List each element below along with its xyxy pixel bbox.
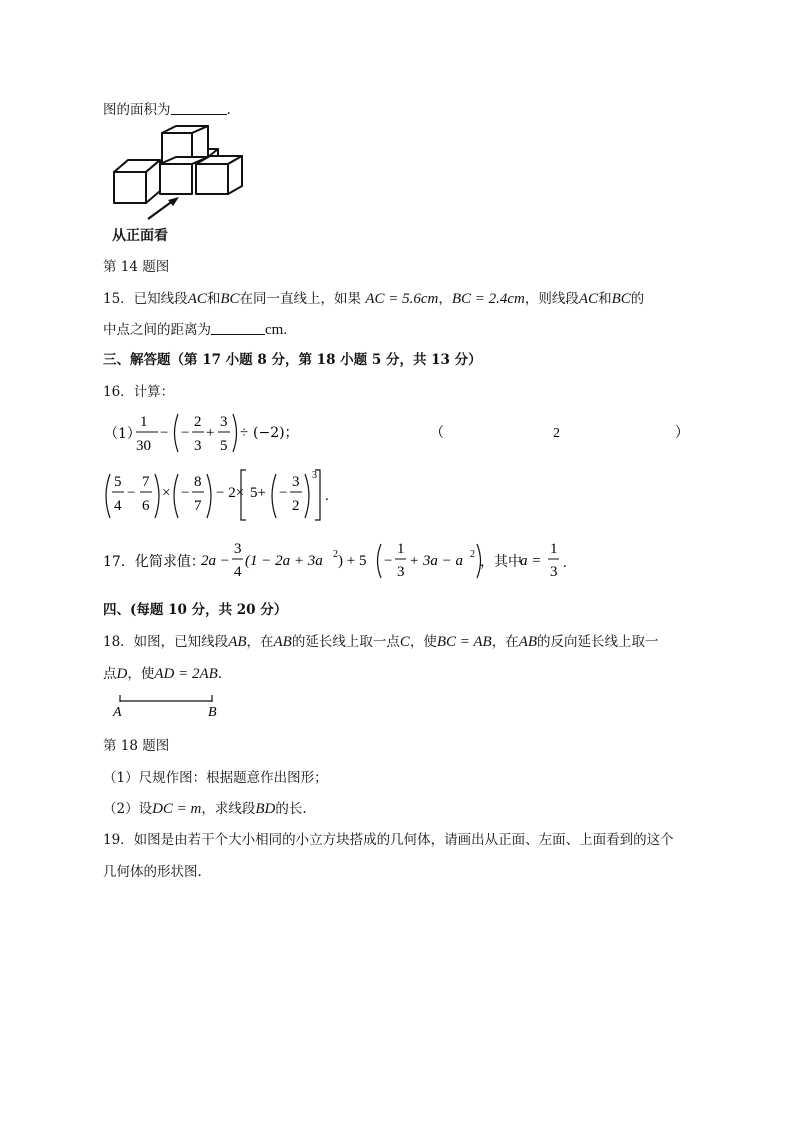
q15-text: 中点之间的距离为 (103, 322, 211, 338)
q17-f1-num: 3 (234, 541, 242, 557)
q15-seg-ac: AC (578, 291, 599, 307)
q16-p2-close: ） (675, 425, 689, 441)
minus-sign: − (181, 425, 190, 441)
q18-line2 (103, 662, 222, 683)
section4-heading: 四、(每题 10 分，共 20 分） (103, 602, 288, 618)
q18-sub2 (103, 797, 307, 818)
point-a-label: A (113, 705, 122, 720)
q14-answer-blank[interactable] (171, 102, 227, 115)
minus-sign: − (279, 485, 288, 501)
p2-frac1-den: 4 (114, 498, 122, 514)
q18-text: ，使 (127, 666, 155, 682)
q18-text: 点 (103, 666, 117, 682)
p2-frac2-den: 6 (142, 498, 150, 514)
q16-p2-open: （ (430, 425, 444, 441)
paren-right (305, 474, 309, 518)
q15-eq1: AC = 5.6cm (365, 291, 439, 307)
p2-five: 5+ (250, 485, 266, 501)
q18-text: （2）设 (103, 801, 153, 817)
paren-left (378, 544, 382, 578)
q15-comma: ， (438, 291, 452, 307)
minus-sign: − (127, 485, 136, 501)
q18-text: ，在 (246, 634, 274, 650)
q15-eq2: BC = 2.4cm (451, 291, 525, 307)
q17-where: ，其中 (480, 554, 522, 570)
p2-mid: − 2× (216, 485, 245, 501)
p1-frac3-den: 5 (220, 438, 228, 454)
q17-f2-num: 1 (397, 541, 405, 557)
plus-sign: + (206, 425, 215, 441)
q15-line1 (103, 287, 644, 308)
view-arrow (148, 200, 174, 219)
paren-left (272, 474, 276, 518)
p2-frac4-den: 2 (292, 498, 300, 514)
q18-eq: AD = 2AB (154, 666, 218, 682)
q18-seg-ab: AB (273, 634, 292, 650)
q15-and: 和 (206, 291, 221, 307)
minus-sign: − (181, 485, 190, 501)
times-sign: × (162, 485, 171, 501)
q17-f3-num: 1 (550, 541, 558, 557)
q18-text: 的反向延长线上取一 (537, 634, 659, 650)
q19-line2: 几何体的形状图. (103, 864, 202, 880)
q17-end: . (563, 555, 567, 571)
q14-cube-figure (110, 124, 250, 246)
q14-tail-text: 图的面积为 (103, 102, 171, 118)
q15-and: 和 (598, 291, 612, 307)
q17-var: a = (520, 553, 542, 569)
q15-answer-blank[interactable] (211, 322, 265, 335)
p2-frac1-num: 5 (114, 474, 122, 490)
p2-frac3-den: 7 (194, 498, 202, 514)
q18-point-c: C (399, 634, 410, 650)
q18-eq: BC = AB (436, 634, 492, 650)
q18-eq: DC = m (152, 801, 202, 817)
paren-left (106, 474, 110, 518)
q15-text: 在同一直线上，如果 (239, 291, 362, 307)
q17-expr-b: (1 − 2a + 3a (245, 553, 323, 569)
q17-f2-den: 3 (397, 564, 405, 580)
q18-text: 18．如图，已知线段 (103, 634, 229, 650)
q18-text: ，求线段 (201, 801, 256, 817)
paren-left (175, 414, 179, 452)
q15-unit: cm. (265, 322, 288, 338)
p1-frac1-den: 30 (136, 438, 151, 454)
q15-seg-bc: BC (220, 291, 240, 307)
q14-caption: 第 14 题图 (103, 259, 170, 275)
q17-f3-den: 3 (550, 564, 558, 580)
minus-sign: − (384, 553, 393, 569)
p2-end: . (325, 488, 329, 504)
q15-seg-ac: AC (187, 291, 207, 307)
q17-sup: 2 (470, 549, 475, 560)
q17-expr-c: ) + 5 (338, 553, 367, 569)
q15-text: ，则线段 (524, 291, 579, 307)
q16-p1-label: （1） (104, 426, 141, 442)
q17-sup: 2 (333, 549, 338, 560)
point-b-label: B (208, 705, 217, 720)
p1-tail: (−2)； (253, 425, 299, 441)
q16-title: 16．计算： (103, 384, 175, 400)
q18-seg-bd: BD (255, 801, 276, 817)
p2-frac2-num: 7 (142, 474, 150, 490)
q18-sub1: （1）尺规作图：根据题意作出图形； (103, 770, 328, 786)
p1-div: ÷ (240, 425, 249, 441)
q18-line1 (103, 630, 659, 651)
q18-text: 的长. (275, 801, 307, 817)
paren-left (174, 474, 178, 518)
q17-label: 17．化简求值： (103, 554, 205, 570)
q18-caption: 第 18 题图 (103, 738, 170, 754)
p2-frac3-num: 8 (194, 474, 202, 490)
q18-text: . (217, 666, 223, 682)
arrow-head-icon (168, 197, 179, 206)
q18-point-d: D (116, 666, 128, 682)
q14-tail-end: . (226, 102, 231, 118)
q15-seg-bc: BC (611, 291, 631, 307)
p2-frac4-num: 3 (292, 474, 300, 490)
q18-segment-figure (108, 692, 238, 722)
q15-text: 15．已知线段 (103, 291, 188, 307)
p1-frac1-num: 1 (140, 414, 148, 430)
q15-line2 (103, 318, 287, 339)
q16-p2-num: 2 (553, 426, 560, 441)
paren-right (233, 414, 237, 452)
q18-seg-ab: AB (518, 634, 538, 650)
q17-f1-den: 4 (234, 564, 242, 580)
p2-exponent: 3 (312, 470, 317, 481)
q14-view-label: 从正面看 (112, 228, 168, 244)
q18-seg-ab: AB (228, 634, 247, 650)
paren-right (155, 474, 159, 518)
p1-frac2-num: 2 (194, 414, 202, 430)
q18-text: ，使 (409, 634, 437, 650)
q17-expression (100, 536, 580, 584)
q18-text: 的延长线上取一点 (291, 634, 400, 650)
paren-right (207, 474, 211, 518)
q14-tail-line (103, 98, 231, 118)
p1-frac2-den: 3 (194, 438, 202, 454)
q18-text: ，在 (491, 634, 519, 650)
q16-expressions (100, 408, 700, 528)
q19-line1: 19．如图是由若干个大小相同的小立方块搭成的几何体，请画出从正面、左面、上面看到的这个 (103, 832, 674, 848)
section3-heading: 三、解答题（第 17 小题 8 分，第 18 小题 5 分，共 13 分） (103, 352, 482, 368)
q17-expr-a: 2a − (201, 553, 230, 569)
minus-sign: − (160, 425, 169, 441)
p1-frac3-num: 3 (220, 414, 228, 430)
q17-expr-d: + 3a − a (409, 553, 463, 569)
q15-text: 的 (630, 291, 645, 307)
